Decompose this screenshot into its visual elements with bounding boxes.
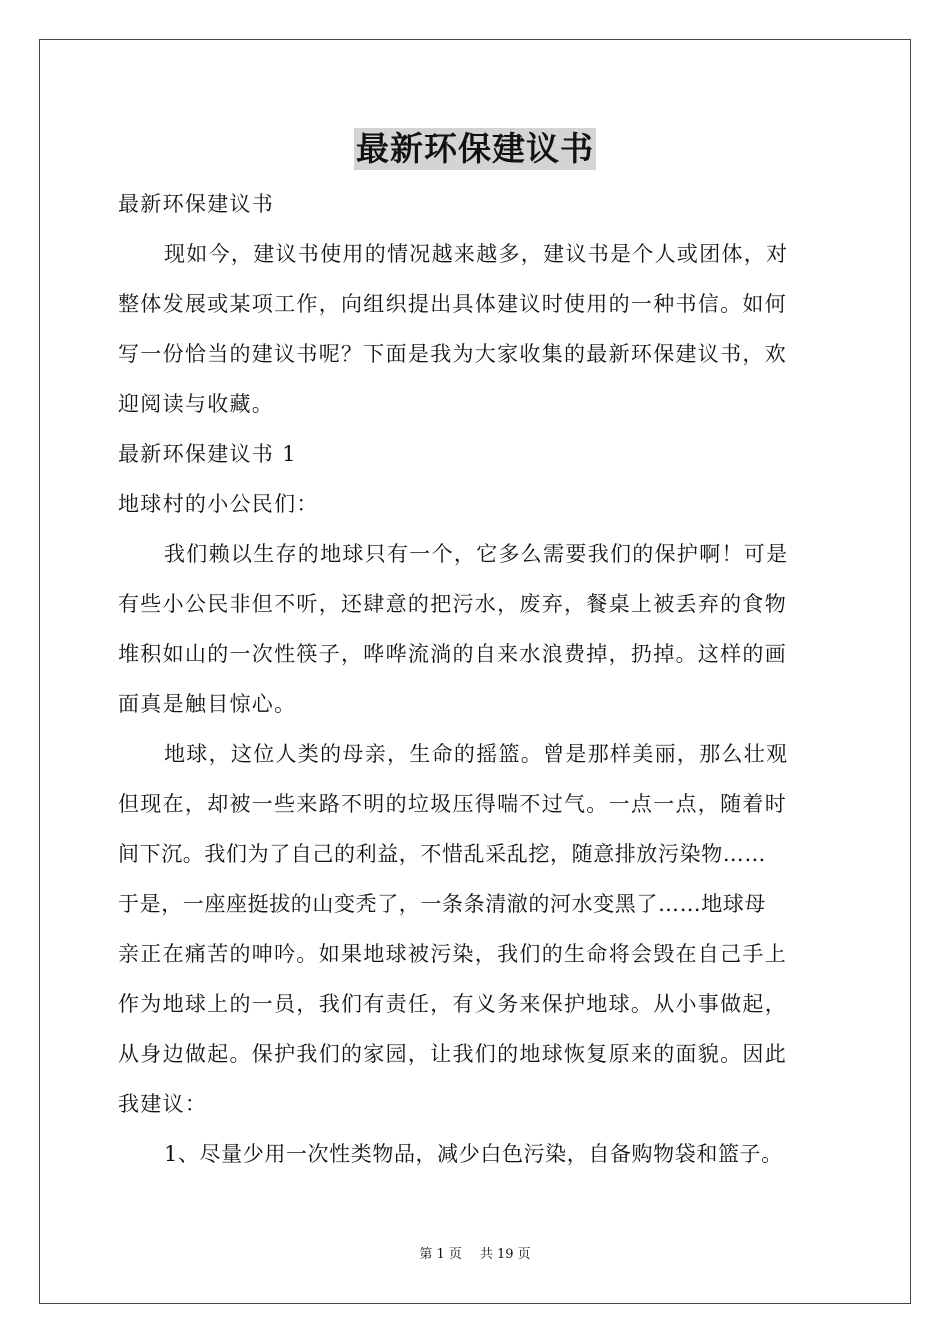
document-title: 最新环保建议书 (356, 129, 594, 168)
page-footer (0, 1246, 950, 1264)
page-number: 第 1 页 (419, 1247, 462, 1262)
paragraph-line: 我们赖以生存的地球只有一个，它多么需要我们的保护啊！可是 (164, 542, 789, 566)
section-heading: 最新环保建议书 (118, 192, 275, 216)
paragraph-line: 间下沉。我们为了自己的利益，不惜乱采乱挖，随意排放污染物…… (118, 842, 766, 866)
paragraph-line: 但现在，却被一些来路不明的垃圾压得喘不过气。一点一点，随着时 (118, 792, 787, 816)
title-container (0, 128, 950, 170)
paragraph-line: 整体发展或某项工作，向组织提出具体建议时使用的一种书信。如何 (118, 292, 787, 316)
paragraph-line: 作为地球上的一员，我们有责任，有义务来保护地球。从小事做起， (118, 992, 787, 1016)
paragraph-line: 从身边做起。保护我们的家园，让我们的地球恢复原来的面貌。因此 (118, 1042, 787, 1066)
paragraph-line: 亲正在痛苦的呻吟。如果地球被污染，我们的生命将会毁在自己手上 (118, 942, 787, 966)
section-heading: 最新环保建议书 1 (118, 442, 297, 466)
paragraph-line: 现如今，建议书使用的情况越来越多，建议书是个人或团体，对 (164, 242, 789, 266)
paragraph-line: 面真是触目惊心。 (118, 692, 297, 716)
paragraph-line: 迎阅读与收藏。 (118, 392, 275, 416)
paragraph-line: 于是，一座座挺拔的山变秃了，一条条清澈的河水变黑了……地球母 (118, 892, 766, 916)
page-total: 共 19 页 (479, 1247, 531, 1262)
paragraph-line: 堆积如山的一次性筷子，哗哗流淌的自来水浪费掉，扔掉。这样的画 (118, 642, 787, 666)
list-item: 1、尽量少用一次性类物品，减少白色污染，自备购物袋和篮子。 (164, 1142, 783, 1166)
document-body (118, 179, 834, 1179)
paragraph-line: 地球，这位人类的母亲，生命的摇篮。曾是那样美丽，那么壮观 (164, 742, 789, 766)
paragraph-line: 写一份恰当的建议书呢？下面是我为大家收集的最新环保建议书，欢 (118, 342, 787, 366)
salutation: 地球村的小公民们： (118, 492, 319, 516)
paragraph-line: 我建议： (118, 1092, 208, 1116)
paragraph-line: 有些小公民非但不听，还肆意的把污水，废弃，餐桌上被丢弃的食物 (118, 592, 787, 616)
